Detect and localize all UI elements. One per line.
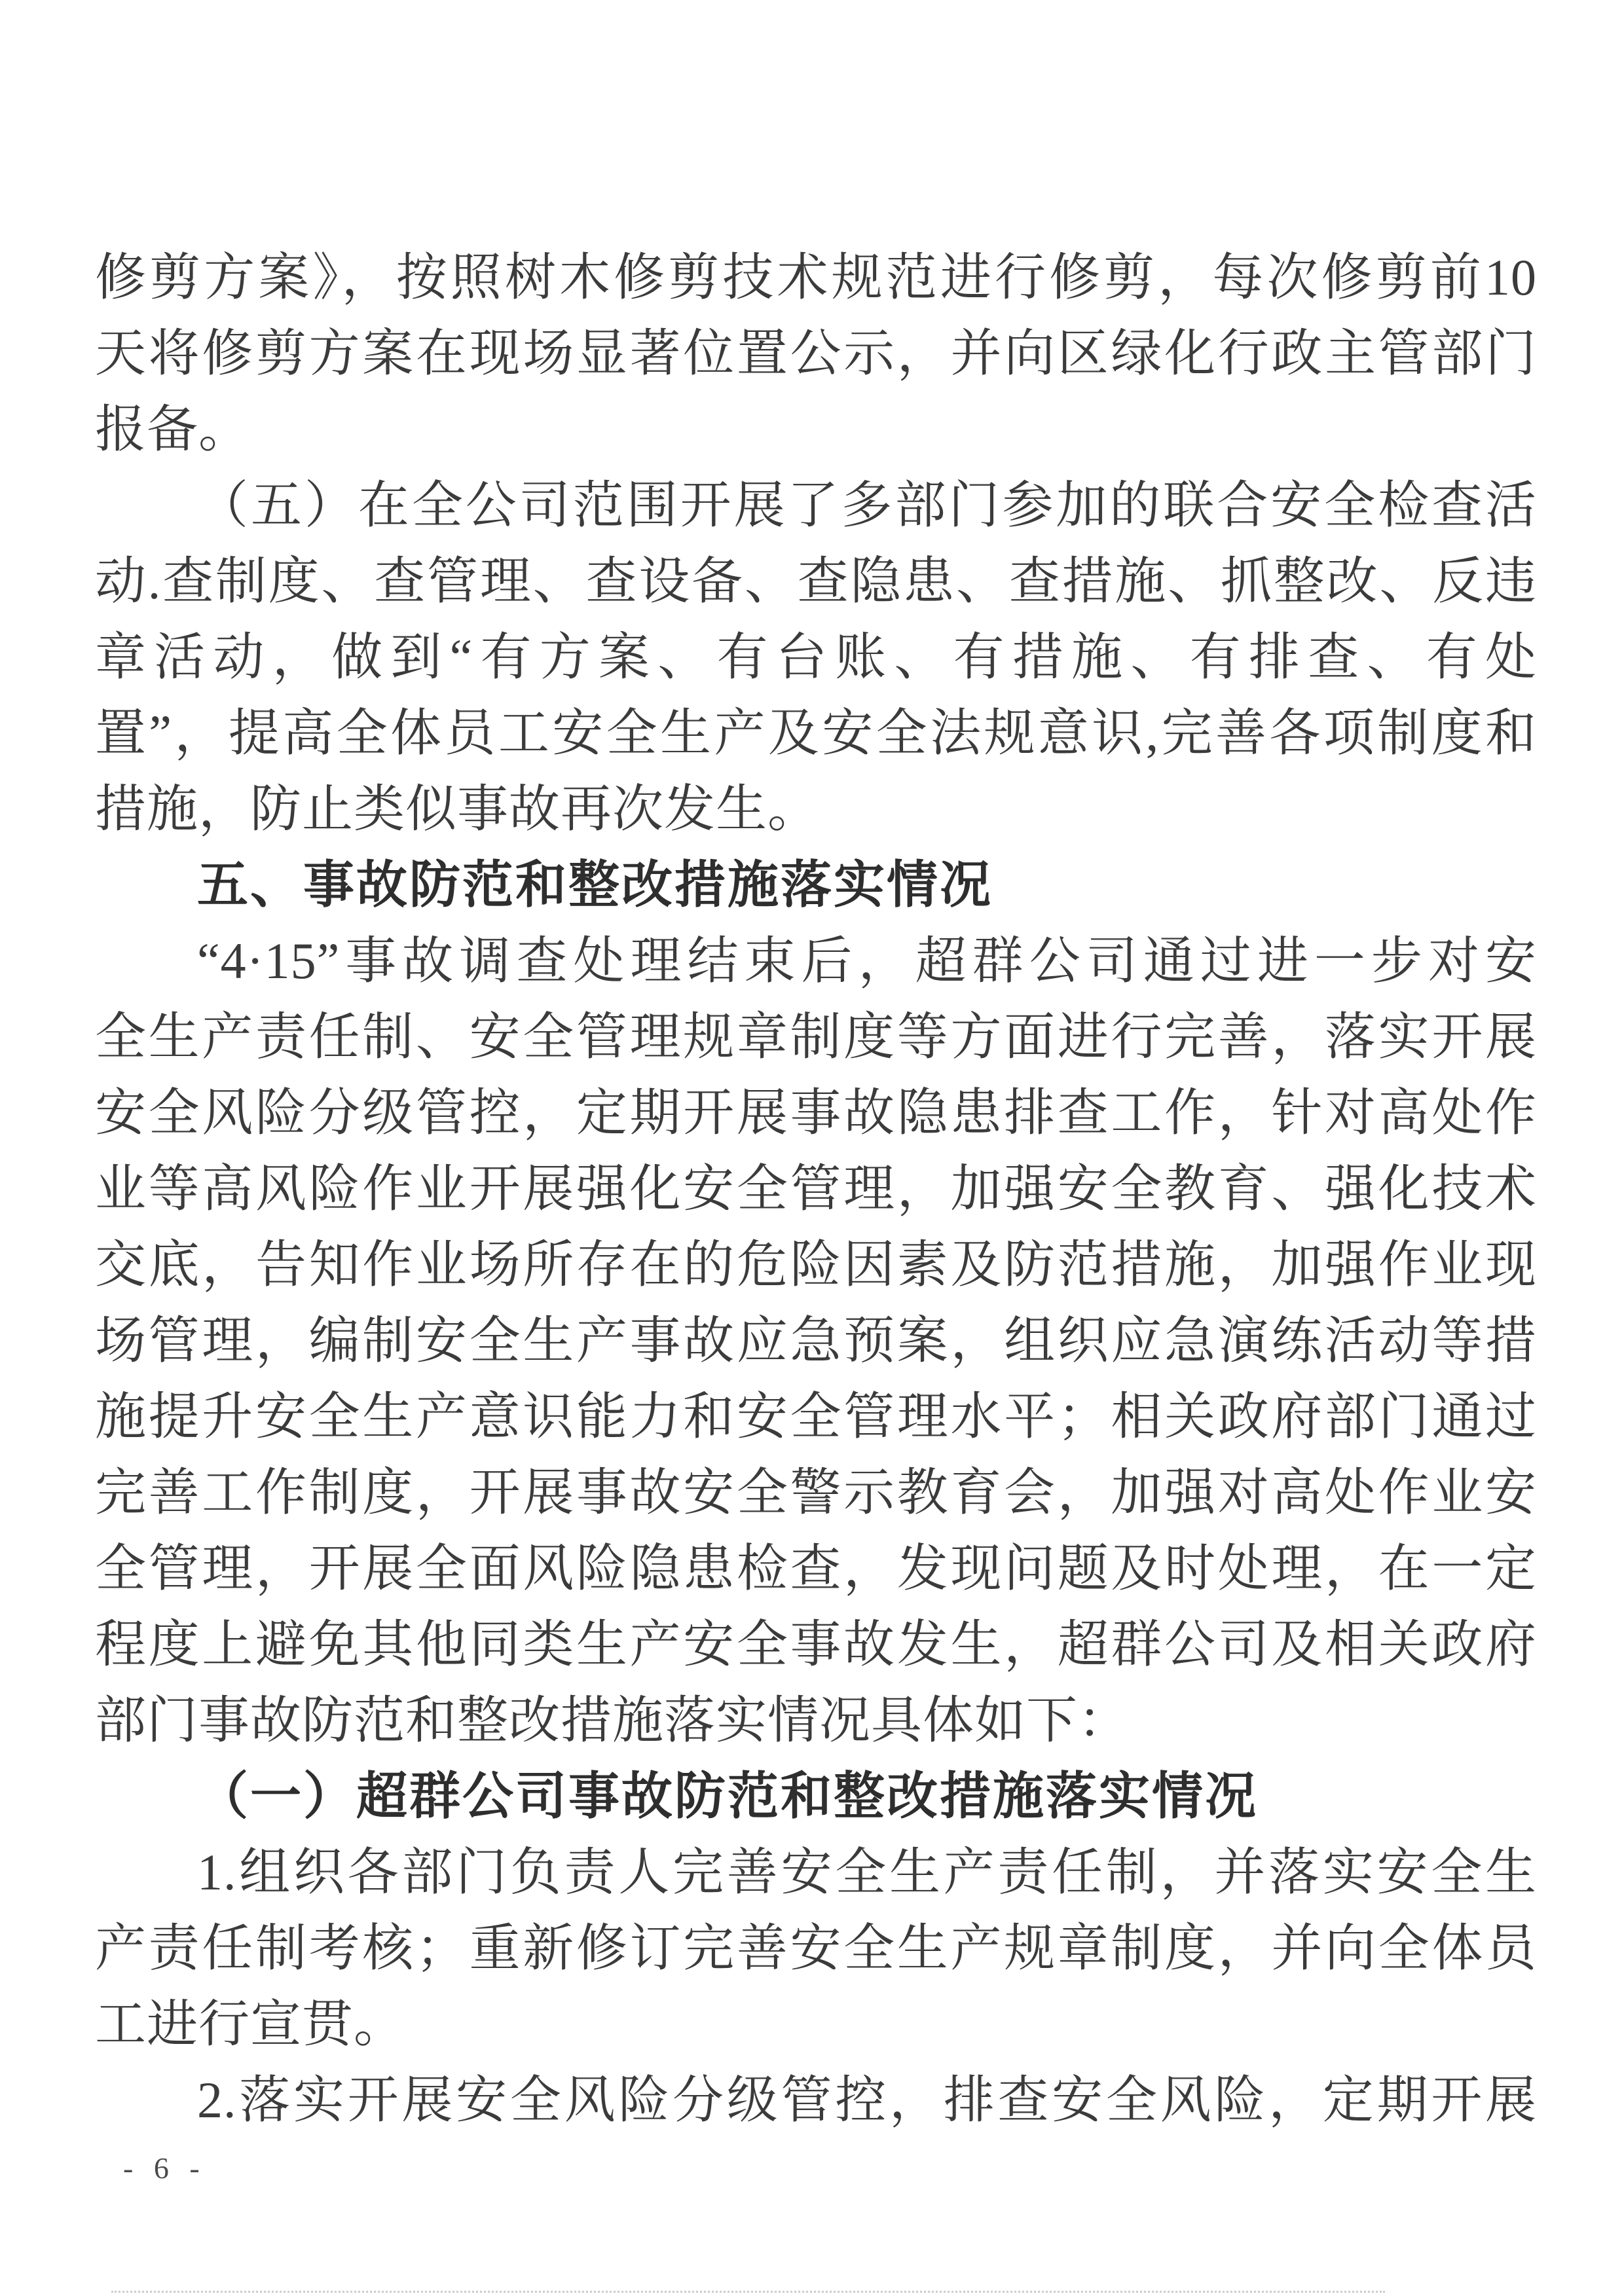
- paragraph: [95, 240, 1537, 467]
- text-line: 全管理，开展全面风险隐患检查，发现问题及时处理，在一定: [95, 1540, 1537, 1597]
- text-line: 置”，提高全体员工安全生产及安全法规意识,完善各项制度和: [95, 704, 1537, 761]
- text-line: 动.查制度、查管理、查设备、查隐患、查措施、抓整改、反违: [95, 553, 1537, 610]
- text-line: 部门事故防范和整改措施落实情况具体如下：: [95, 1692, 1130, 1749]
- text-line: 业等高风险作业开展强化安全管理，加强安全教育、强化技术: [95, 1160, 1537, 1217]
- text-line: （五）在全公司范围开展了多部门参加的联合安全检查活: [197, 477, 1537, 534]
- scan-bottom-edge-artifact: [111, 2291, 1385, 2293]
- document-text-block: [95, 240, 1537, 2138]
- text-line: 措施，防止类似事故再次发生。: [95, 780, 820, 837]
- sub-section-heading: [95, 1758, 1537, 1834]
- page-number: - 6 -: [123, 2151, 206, 2185]
- text-line: 全生产责任制、安全管理规章制度等方面进行完善，落实开展: [95, 1008, 1537, 1065]
- text-line: 安全风险分级管控，定期开展事故隐患排查工作，针对高处作: [95, 1084, 1537, 1141]
- text-line: 程度上避免其他同类生产安全事故发生，超群公司及相关政府: [95, 1616, 1537, 1673]
- text-line: 产责任制考核；重新修订完善安全生产规章制度，并向全体员: [95, 1920, 1537, 1977]
- text-line: 施提升安全生产意识能力和安全管理水平；相关政府部门通过: [95, 1388, 1537, 1445]
- section-heading: [95, 847, 1537, 923]
- text-line: 工进行宣贯。: [95, 1995, 406, 2052]
- text-line: 1.组织各部门负责人完善安全生产责任制，并落实安全生: [197, 1844, 1537, 1901]
- text-line: 报备。: [95, 401, 251, 458]
- text-line: “4·15”事故调查处理结束后，超群公司通过进一步对安: [197, 932, 1537, 989]
- paragraph: [95, 1834, 1537, 2062]
- paragraph: [95, 923, 1537, 1758]
- paragraph: [95, 467, 1537, 847]
- sub-section-heading-text: （一）超群公司事故防范和整改措施落实情况: [197, 1768, 1259, 1825]
- text-line: 章活动，做到“有方案、有台账、有措施、有排查、有处: [95, 629, 1537, 685]
- text-line: 修剪方案》，按照树木修剪技术规范进行修剪，每次修剪前10: [95, 249, 1537, 306]
- section-heading-text: 五、事故防范和整改措施落实情况: [197, 856, 993, 913]
- paragraph: [95, 2062, 1537, 2138]
- text-line: 场管理，编制安全生产事故应急预案，组织应急演练活动等措: [95, 1312, 1537, 1369]
- text-line: 完善工作制度，开展事故安全警示教育会，加强对高处作业安: [95, 1464, 1537, 1521]
- text-line: 交底，告知作业场所存在的危险因素及防范措施，加强作业现: [95, 1236, 1537, 1293]
- text-line: 2.落实开展安全风险分级管控，排查安全风险，定期开展: [197, 2071, 1537, 2128]
- text-line: 天将修剪方案在现场显著位置公示，并向区绿化行政主管部门: [95, 325, 1537, 382]
